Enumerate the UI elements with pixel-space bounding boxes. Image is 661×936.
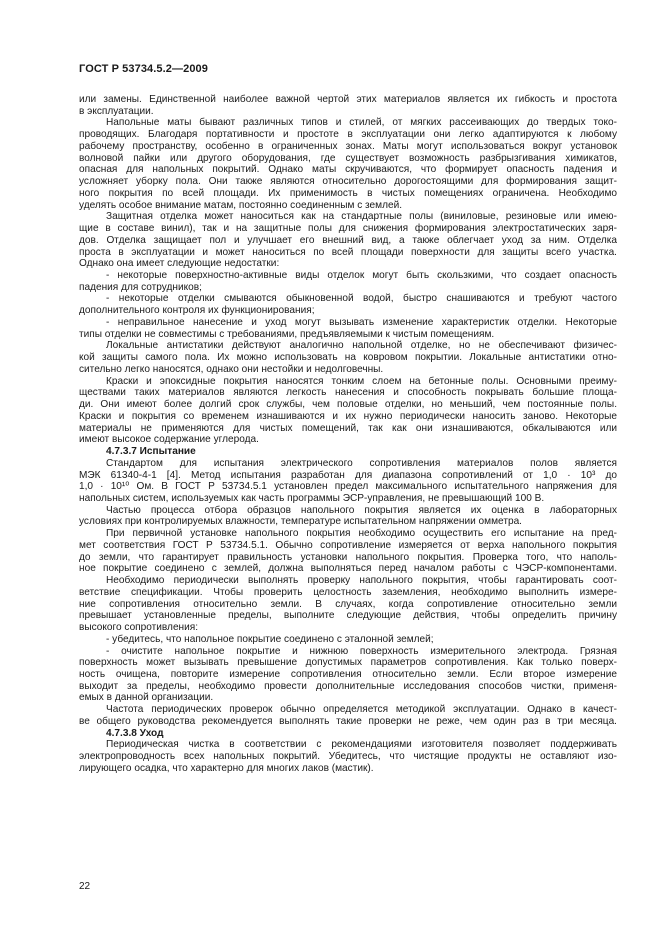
text-line: Краски и эпоксидные покрытия наносятся тонким слоем на бетонные полы. Основными преиму- bbox=[106, 375, 617, 387]
text-line: Стандартом для испытания электрического сопротивления материалов полов является bbox=[106, 457, 617, 469]
section-heading: 4.7.3.8 Уход bbox=[106, 727, 164, 739]
text-line: Локальные антистатики действуют аналогично напольной отделке, но не обеспечивают физичес- bbox=[106, 340, 617, 352]
document-header: ГОСТ Р 53734.5.2—2009 bbox=[79, 63, 208, 75]
text-line: усложняет уборку пола. Они также являются относительно дорогостоящими для формирования защит- bbox=[79, 176, 617, 188]
text-line: высокого сопротивления: bbox=[79, 622, 199, 634]
text-line: - неправильное нанесение и уход могут вызывать изменение характеристик отделки. Некоторые bbox=[106, 316, 617, 328]
text-line: Напольные маты бывают различных типов и стилей, от мягких рассеивающих до твердых токо- bbox=[106, 117, 617, 129]
text-line: емых в данной организации. bbox=[79, 692, 214, 704]
text-line: Необходимо периодически выполнять проверку напольного покрытия, чтобы гарантировать соот- bbox=[106, 575, 617, 587]
text-line: Краски и покрытия со временем изнашиваются и их нужно периодически наносить заново. Некоторые bbox=[79, 410, 617, 422]
text-line: Однако она имеет следующие недостатки: bbox=[79, 258, 280, 270]
text-line: Защитная отделка может наноситься как на стандартные полы (виниловые, резиновые или имею- bbox=[106, 211, 617, 223]
text-line: ществами таких материалов являются легкость нанесения и способность покрывать большие площа- bbox=[79, 387, 617, 399]
text-line: ди. Они имеют более долгий срок службы, чем половые отделки, но меньший, чем постоянные полы. bbox=[79, 399, 617, 411]
text-line: имеют высокое содержание углерода. bbox=[79, 434, 259, 446]
text-line: мет соответствия ГОСТ Р 53734.5.1. Обычно сопротивление измеряется от верха напольного покрытия bbox=[79, 539, 617, 551]
text-line: типы отделки не совместимы с требованиями, предъявляемыми к чистым помещениям. bbox=[79, 328, 495, 340]
text-line: проста в эксплуатации и может наноситься по всей площади поверхности для защиты всего участка. bbox=[79, 246, 617, 258]
text-line: - некоторые поверхностно-активные виды отделок могут быть скользкими, что создает опасность bbox=[106, 270, 617, 282]
text-line: 1,0 · 10¹⁰ Ом. В ГОСТ Р 53734.5.1 установлен предел максимального испытательного напряжения для bbox=[79, 481, 617, 493]
text-line: электропроводность всех напольных покрытий. Убедитесь, что чистящие продукты не оставляют изо- bbox=[79, 751, 617, 763]
text-line: напольных систем, используемых как часть программы ЭСР-управления, не превышающий 100 В. bbox=[79, 492, 545, 504]
text-line: волновой пайки или другого оборудования, где существует возможность разбрызгивания химикатов, bbox=[79, 152, 617, 164]
text-line: проводящих. Благодаря портативности и простоте в эксплуатации они легко адаптируются к любому bbox=[79, 129, 617, 141]
text-line: опасная для напольных покрытий. Однако маты скручиваются, что формирует опасность падения и bbox=[79, 164, 617, 176]
text-line: выходит за пределы, необходимо провести дополнительные исследования способов чистки, применя- bbox=[79, 680, 617, 692]
text-line: Периодическая чистка в соответствии с рекомендациями изготовителя позволяет поддерживать bbox=[106, 739, 617, 751]
text-line: дополнительного контроля их функционирования; bbox=[79, 305, 315, 317]
text-line: материалы не применяются для чистых помещений, так как они изнашиваются, обкалываются или bbox=[79, 422, 617, 434]
text-line: поверхность может вызывать превышение допустимых параметров сопротивления. Как только поверх- bbox=[79, 657, 617, 669]
text-line: рабочему пространству, особенно в ограниченных зонах. Маты могут использоваться вокруг установок bbox=[79, 140, 617, 152]
text-line: до земли, что гарантирует правильность установки напольного покрытия. Проверка того, что наполь- bbox=[79, 551, 617, 563]
page-number: 22 bbox=[79, 881, 91, 892]
text-line: превышает установленные пределы, выполните следующие действия, чтобы определить причину bbox=[79, 610, 617, 622]
text-line: ве общего руководства рекомендуется выполнять такие проверки не реже, чем один раз в три месяца. bbox=[79, 715, 617, 727]
document-body bbox=[79, 94, 617, 775]
text-line: ное покрытие соединено с землей, должна выполняться перед началом работы с ЧЭСР-компонентами. bbox=[79, 563, 617, 575]
text-line: лирующего осадка, что характерно для многих лаков (мастик). bbox=[79, 762, 374, 774]
text-line: или замены. Единственной наиболее важной чертой этих материалов является их гибкость и простота bbox=[79, 94, 617, 105]
text-line: падения для сотрудников; bbox=[79, 281, 202, 293]
text-line: кой защиты самого пола. Их можно использовать на ковровом покрытии. Локальные антистатики отно- bbox=[79, 352, 617, 364]
text-line: условиях при контролируемых влажности, температуре испытательном напряжении омметра. bbox=[79, 516, 522, 528]
text-line: ветствие спецификации. Чтобы проверить целостность заземления, необходимо выполнить измере- bbox=[79, 586, 617, 598]
text-line: ного покрытия по всей площади. Их применимость в чистых помещениях ограничена. Необходимо bbox=[79, 187, 617, 199]
text-line: дов. Отделка защищает пол и улучшает его внешний вид, а также облегчает уход за ним. Отделка bbox=[79, 234, 617, 246]
text-line: ность очищена, повторите измерение сопротивления относительно земли. Если второе измерение bbox=[79, 668, 617, 680]
text-line: щие в составе винил), так и на защитные полы для снижения формирования электростатических заря- bbox=[79, 223, 617, 235]
text-line: МЭК 61340-4-1 [4]. Метод испытания разработан для диапазона сопротивлений от 1,0 · 10³ до bbox=[79, 469, 617, 481]
text-line: - убедитесь, что напольное покрытие соединено с эталонной землей; bbox=[106, 633, 434, 645]
text-line: - очистите напольное покрытие и нижнюю поверхность измерительного электрода. Грязная bbox=[106, 645, 617, 657]
text-line: При первичной установке напольного покрытия необходимо осуществить его испытание на пред- bbox=[106, 528, 617, 540]
section-heading: 4.7.3.7 Испытание bbox=[106, 446, 196, 458]
text-line: в эксплуатации. bbox=[79, 105, 154, 117]
text-line: Частота периодических проверок обычно определяется методикой эксплуатации. Однако в качест- bbox=[106, 704, 617, 716]
text-line: - некоторые отделки смываются обыкновенной водой, быстро снашиваются и требуют частого bbox=[106, 293, 617, 305]
text-line: сительно легко наносятся, однако они нестойки и недолговечны. bbox=[79, 363, 384, 375]
text-line: ние сопротивления относительно земли. В случаях, когда сопротивление относительно земли bbox=[79, 598, 617, 610]
text-line: Частью процесса отбора образцов напольного покрытия является их оценка в лабораторных bbox=[106, 504, 617, 516]
text-line: уделять особое внимание матам, постоянно соединенным с землей. bbox=[79, 199, 403, 211]
